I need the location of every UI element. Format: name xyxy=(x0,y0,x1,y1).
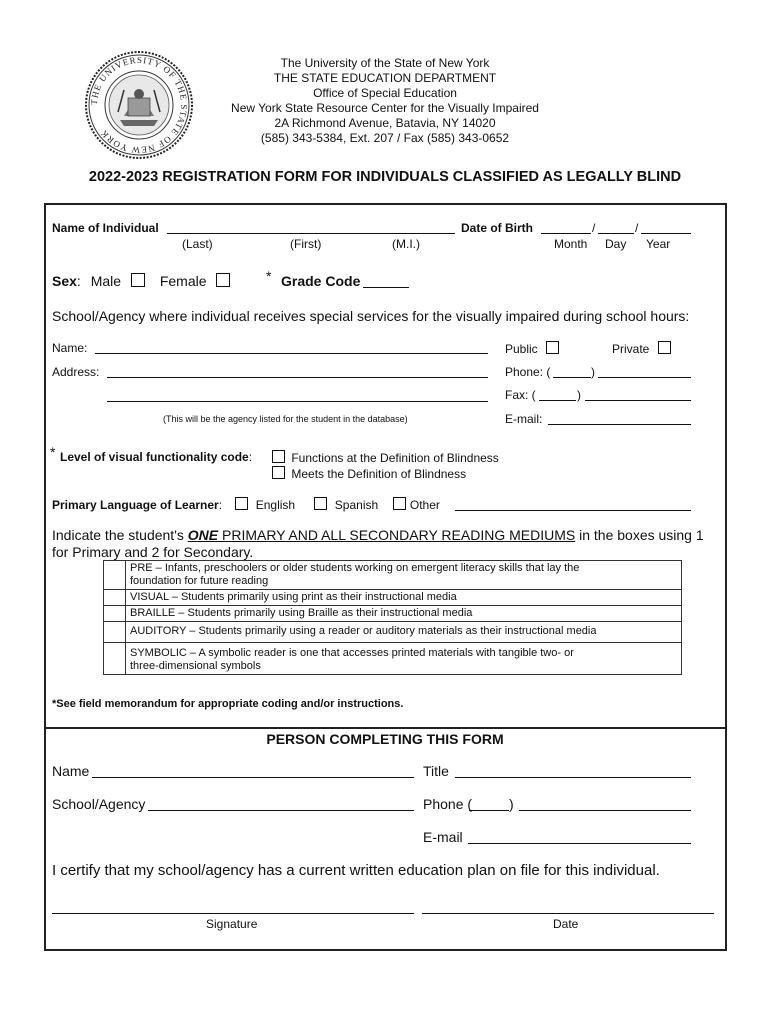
other-label: Other xyxy=(409,498,440,512)
completer-title-field[interactable] xyxy=(455,777,691,778)
language-row xyxy=(52,497,440,512)
header-line-resource-center: New York State Resource Center for the Visually Impaired xyxy=(231,101,539,115)
grade-code-field[interactable] xyxy=(363,287,409,288)
medium-braille-line1: BRAILLE – Students primarily using Braille as their instructional media xyxy=(130,607,473,619)
language-colon: : xyxy=(218,498,223,512)
school-fax-label: Fax: ( xyxy=(505,388,536,402)
school-fax-area-field[interactable] xyxy=(539,400,576,401)
public-option xyxy=(505,341,559,356)
medium-code-symbolic[interactable] xyxy=(104,643,126,675)
meets-blindness-label: Meets the Definition of Blindness xyxy=(291,467,467,481)
male-label: Male xyxy=(90,273,122,289)
completer-phone-paren: ) xyxy=(509,796,514,812)
completer-name-label: Name xyxy=(52,763,90,779)
name-sub-last: (Last) xyxy=(182,237,213,251)
medium-pre-line2: foundation for future reading xyxy=(130,575,269,587)
female-label: Female xyxy=(159,273,207,289)
reading-intro-line2: for Primary and 2 for Secondary. xyxy=(52,544,254,560)
school-name-label: Name: xyxy=(52,341,88,355)
functions-blindness-label: Functions at the Definition of Blindness xyxy=(291,451,499,465)
completer-phone-number-field[interactable] xyxy=(519,810,691,811)
spanish-label: Spanish xyxy=(334,498,379,512)
medium-code-pre[interactable] xyxy=(104,561,126,590)
visual-label-row xyxy=(60,450,252,464)
name-sub-mi: (M.I.) xyxy=(392,237,420,251)
reading-intro-b: PRIMARY AND ALL SECONDARY READING MEDIUMS xyxy=(218,527,576,543)
medium-desc-pre xyxy=(126,561,682,590)
dob-month-field[interactable] xyxy=(541,233,591,234)
grade-code-label: Grade Code xyxy=(281,273,361,289)
school-phone-paren: ) xyxy=(591,365,595,379)
spanish-checkbox[interactable] xyxy=(314,497,327,510)
header-line-department: THE STATE EDUCATION DEPARTMENT xyxy=(273,71,497,85)
dob-day-label: Day xyxy=(605,237,627,251)
completer-email-label: E-mail xyxy=(423,829,463,845)
medium-desc-braille xyxy=(126,606,682,622)
signature-label: Signature xyxy=(206,917,258,931)
other-checkbox[interactable] xyxy=(393,497,406,510)
header-line-university: The University of the State of New York xyxy=(280,56,490,70)
completer-email-field[interactable] xyxy=(468,843,691,844)
language-label: Primary Language of Learner xyxy=(52,498,219,512)
medium-desc-symbolic xyxy=(126,643,682,675)
visual-label: Level of visual functionality code xyxy=(60,450,249,464)
name-sub-first: (First) xyxy=(290,237,322,251)
seal-text: THE UNIVERSITY OF THE STATE OF NEW YORK xyxy=(88,54,190,156)
completer-phone-area-field[interactable] xyxy=(469,810,509,811)
functions-blindness-checkbox[interactable] xyxy=(272,450,285,463)
public-checkbox[interactable] xyxy=(546,341,559,354)
date-label: Date xyxy=(553,917,579,931)
medium-row-pre xyxy=(104,561,682,590)
visual-colon: : xyxy=(248,450,253,464)
header-line-phone: (585) 343-5384, Ext. 207 / Fax (585) 343-0652 xyxy=(260,131,510,145)
school-phone-label: Phone: ( xyxy=(505,365,551,379)
agency-note: (This will be the agency listed for the student in the database) xyxy=(163,414,408,424)
medium-symbolic-line2: three-dimensional symbols xyxy=(130,660,261,672)
completer-school-label: School/Agency xyxy=(52,796,146,812)
completer-school-field[interactable] xyxy=(148,810,414,811)
medium-desc-auditory xyxy=(126,622,682,643)
school-email-field[interactable] xyxy=(548,424,691,425)
public-label: Public xyxy=(505,342,538,356)
visual-option-2 xyxy=(272,466,466,481)
completer-title-label: Title xyxy=(423,763,449,779)
medium-pre-line1: PRE – Infants, preschoolers or older students working on emergent literacy skills that lay the xyxy=(130,562,580,574)
medium-code-visual[interactable] xyxy=(104,590,126,606)
dob-day-field[interactable] xyxy=(598,233,634,234)
grade-asterisk: * xyxy=(266,268,272,284)
reading-intro-c: in the boxes using 1 xyxy=(575,527,704,543)
agency-header xyxy=(0,56,770,146)
completer-heading: PERSON COMPLETING THIS FORM xyxy=(266,731,504,747)
certification-statement: I certify that my school/agency has a current written education plan on file for this individual. xyxy=(52,862,660,879)
school-name-field[interactable] xyxy=(95,353,488,354)
private-option xyxy=(612,341,671,356)
school-fax-paren: ) xyxy=(577,388,581,402)
completer-phone-label: Phone ( xyxy=(423,796,473,812)
medium-visual-line1: VISUAL – Students primarily using print as their instructional media xyxy=(130,591,457,603)
sex-row xyxy=(52,273,230,289)
signature-field[interactable] xyxy=(52,913,414,914)
dob-slash-1: / xyxy=(592,221,596,235)
header-line-address: 2A Richmond Avenue, Batavia, NY 14020 xyxy=(274,116,496,130)
school-address-field-1[interactable] xyxy=(107,377,488,378)
school-fax-number-field[interactable] xyxy=(585,400,691,401)
school-address-field-2[interactable] xyxy=(107,401,488,402)
individual-name-label: Name of Individual xyxy=(52,221,159,235)
medium-code-braille[interactable] xyxy=(104,606,126,622)
school-phone-number-field[interactable] xyxy=(598,377,691,378)
school-intro: School/Agency where individual receives special services for the visually impaired during school hours: xyxy=(52,308,690,324)
completer-name-field[interactable] xyxy=(92,777,414,778)
dob-label: Date of Birth xyxy=(461,221,533,235)
field-memorandum-note: *See field memorandum for appropriate coding and/or instructions. xyxy=(52,698,404,710)
medium-row-symbolic xyxy=(104,643,682,675)
visual-option-1 xyxy=(272,450,499,465)
sex-colon: : xyxy=(76,273,81,289)
completer-section xyxy=(44,727,727,951)
dob-year-field[interactable] xyxy=(641,233,691,234)
english-label: English xyxy=(255,498,296,512)
form-title: 2022-2023 REGISTRATION FORM FOR INDIVIDUALS CLASSIFIED AS LEGALLY BLIND xyxy=(88,169,682,185)
reading-intro-a: Indicate the student's xyxy=(52,527,188,543)
reading-mediums-table xyxy=(103,560,682,675)
reading-intro xyxy=(52,527,704,543)
meets-blindness-checkbox[interactable] xyxy=(272,466,285,479)
medium-symbolic-line1: SYMBOLIC – A symbolic reader is one that accesses printed materials with tangible two- or xyxy=(130,647,574,659)
medium-row-visual xyxy=(104,590,682,606)
medium-desc-visual xyxy=(126,590,682,606)
other-language-field[interactable] xyxy=(455,510,691,511)
visual-asterisk: * xyxy=(50,444,56,460)
male-checkbox[interactable] xyxy=(131,273,145,287)
dob-year-label: Year xyxy=(646,237,671,251)
date-field[interactable] xyxy=(422,913,714,914)
sex-label: Sex xyxy=(52,273,77,289)
medium-auditory-line1: AUDITORY – Students primarily using a reader or auditory materials as their instructional media xyxy=(130,625,597,637)
dob-month-label: Month xyxy=(554,237,588,251)
female-checkbox[interactable] xyxy=(216,273,230,287)
medium-row-braille xyxy=(104,606,682,622)
private-checkbox[interactable] xyxy=(658,341,671,354)
medium-row-auditory xyxy=(104,622,682,643)
school-phone-area-field[interactable] xyxy=(553,377,591,378)
school-email-label: E-mail: xyxy=(505,412,543,426)
english-checkbox[interactable] xyxy=(235,497,248,510)
header-line-office: Office of Special Education xyxy=(313,86,457,100)
private-label: Private xyxy=(612,342,650,356)
dob-slash-2: / xyxy=(635,221,639,235)
school-address-label: Address: xyxy=(52,365,100,379)
individual-name-field[interactable] xyxy=(167,233,455,234)
medium-code-auditory[interactable] xyxy=(104,622,126,643)
reading-intro-one: ONE xyxy=(187,527,219,543)
